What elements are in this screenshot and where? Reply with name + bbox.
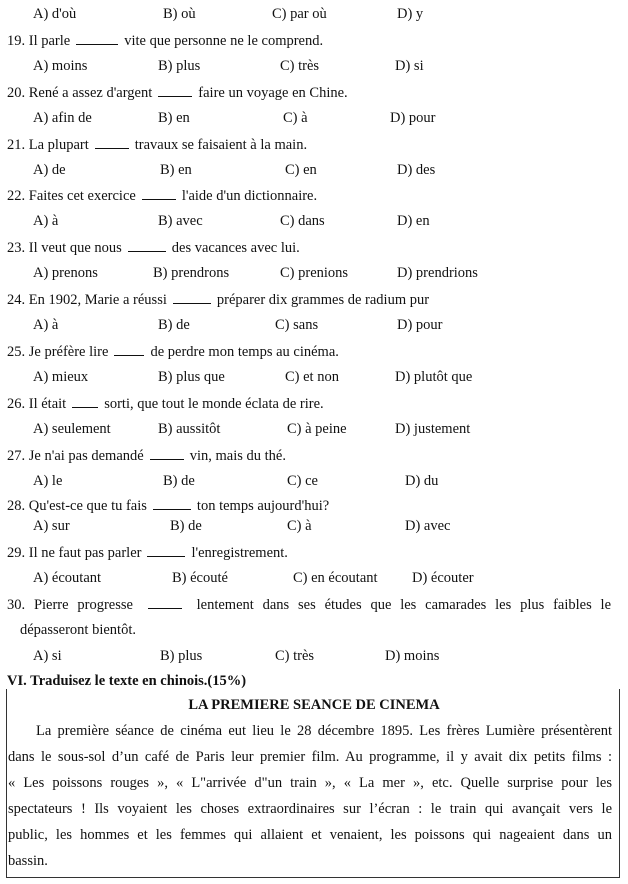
passage-title-line [0, 697, 628, 719]
option-c[interactable]: C) prenions [280, 265, 349, 281]
question-19 [0, 32, 628, 54]
option-b[interactable]: B) de [170, 518, 202, 534]
option-d[interactable]: D) écouter [412, 570, 474, 586]
option-b[interactable]: B) avec [158, 213, 203, 229]
question-text-end: des vacances avec lui. [171, 240, 300, 256]
passage-line-3 [0, 775, 628, 797]
question-text: 22. Faites cet exercice [7, 188, 136, 204]
option-d[interactable]: D) en [397, 213, 430, 229]
question-text-end: préparer dix grammes de radium pur [216, 292, 430, 308]
option-a[interactable]: A) afin de [33, 110, 92, 126]
passage-title: LA PREMIERE SEANCE DE CINEMA [188, 697, 440, 713]
option-c[interactable]: C) dans [280, 213, 325, 229]
question-30-continued [0, 622, 628, 644]
question-20-options [0, 110, 628, 132]
option-b[interactable]: B) de [163, 473, 195, 489]
question-text: 26. Il était [7, 396, 67, 412]
question-23-options [0, 265, 628, 287]
option-d[interactable]: D) y [397, 6, 424, 22]
question-text: 25. Je préfère lire [7, 344, 109, 360]
answer-blank[interactable] [153, 497, 191, 510]
question-22-options [0, 213, 628, 235]
passage-text: bassin. [8, 853, 48, 869]
question-text-end: sorti, que tout le monde éclata de rire. [104, 396, 324, 412]
option-a[interactable]: A) si [33, 648, 62, 664]
passage-line-4 [0, 801, 628, 823]
option-b[interactable]: B) en [160, 162, 192, 178]
answer-blank[interactable] [150, 447, 184, 460]
question-26 [0, 395, 628, 417]
answer-blank[interactable] [142, 187, 176, 200]
passage-text: dans le sous-sol d’un café de Paris leur premier film. Au programme, il y avait dix petits films : [8, 749, 612, 765]
question-text: 29. Il ne faut pas parler [7, 545, 142, 561]
question-20 [0, 84, 628, 106]
question-text-end: vite que personne ne le comprend. [124, 33, 324, 49]
question-25 [0, 343, 628, 365]
question-text-end: lentement dans ses études que les camarades les plus faibles le [196, 597, 612, 613]
option-a[interactable]: A) moins [33, 58, 88, 74]
answer-blank[interactable] [114, 343, 144, 356]
passage-line-6 [0, 853, 628, 875]
question-27-options [0, 473, 628, 495]
option-d[interactable]: D) justement [395, 421, 471, 437]
question-text-end: faire un voyage en Chine. [198, 85, 348, 101]
question-text: 28. Qu'est-ce que tu fais [7, 498, 147, 514]
option-b[interactable]: B) de [158, 317, 190, 333]
answer-blank[interactable] [128, 239, 166, 252]
option-c[interactable]: C) très [275, 648, 315, 664]
option-d[interactable]: D) pour [390, 110, 436, 126]
question-text-end: ton temps aujourd'hui? [196, 498, 330, 514]
passage-text: La première séance de cinéma eut lieu le 28 décembre 1895. Les frères Lumière présentèrent [36, 723, 612, 739]
option-c[interactable]: C) à peine [287, 421, 347, 437]
option-b[interactable]: B) plus [160, 648, 203, 664]
option-a[interactable]: A) écoutant [33, 570, 102, 586]
question-29 [0, 544, 628, 566]
option-d[interactable]: D) du [405, 473, 439, 489]
answer-blank[interactable] [95, 136, 129, 149]
question-text: 21. La plupart [7, 137, 89, 153]
option-b[interactable]: B) écouté [172, 570, 228, 586]
option-a[interactable]: A) à [33, 317, 59, 333]
question-text: 24. En 1902, Marie a réussi [7, 292, 167, 308]
answer-blank[interactable] [173, 291, 211, 304]
answer-blank[interactable] [147, 544, 185, 557]
question-28 [0, 497, 628, 519]
question-30 [0, 596, 628, 618]
question-24 [0, 291, 628, 313]
question-text: 30. Pierre progresse [7, 597, 133, 613]
question-30-options [0, 648, 628, 670]
question-text: 27. Je n'ai pas demandé [7, 448, 144, 464]
question-text: 23. Il veut que nous [7, 240, 122, 256]
option-c[interactable]: C) en écoutant [293, 570, 378, 586]
question-27 [0, 447, 628, 469]
option-d[interactable]: D) prendrions [397, 265, 478, 281]
question-28-options [0, 518, 628, 540]
option-a[interactable]: A) le [33, 473, 63, 489]
passage-line-2 [0, 749, 628, 771]
option-a[interactable]: A) sur [33, 518, 70, 534]
option-c[interactable]: C) par où [272, 6, 327, 22]
option-b[interactable]: B) en [158, 110, 190, 126]
question-18-options [0, 6, 628, 28]
option-d[interactable]: D) pour [397, 317, 443, 333]
option-a[interactable]: A) mieux [33, 369, 89, 385]
question-29-options [0, 570, 628, 592]
question-26-options [0, 421, 628, 443]
answer-blank[interactable] [72, 395, 98, 408]
question-19-options [0, 58, 628, 80]
question-23 [0, 239, 628, 261]
question-text-end: l'aide d'un dictionnaire. [181, 188, 318, 204]
option-a[interactable]: A) seulement [33, 421, 111, 437]
option-b[interactable]: B) où [163, 6, 196, 22]
option-a[interactable]: A) à [33, 213, 59, 229]
option-c[interactable]: C) ce [287, 473, 318, 489]
passage-line-1 [0, 723, 628, 745]
question-25-options [0, 369, 628, 391]
passage-text: public, les hommes et les femmes qui allaient et venaient, les poissons qui nageaient dans un [8, 827, 612, 843]
question-text: 20. René a assez d'argent [7, 85, 153, 101]
answer-blank[interactable] [158, 84, 192, 97]
option-c[interactable]: C) à [287, 518, 312, 534]
option-d[interactable]: D) moins [385, 648, 440, 664]
question-text-end: vin, mais du thé. [189, 448, 286, 464]
question-21 [0, 136, 628, 158]
option-c[interactable]: C) très [280, 58, 320, 74]
passage-text: spectateurs ! Ils voyaient les choses extraordinaires sur l’écran : le train qui avançait vers le [8, 801, 612, 817]
option-c[interactable]: C) à [283, 110, 308, 126]
question-text-end: l'enregistrement. [191, 545, 288, 561]
passage-line-5 [0, 827, 628, 849]
option-c[interactable]: C) sans [275, 317, 319, 333]
option-d[interactable]: D) des [397, 162, 436, 178]
question-text-line2: dépasseront bientôt. [20, 622, 136, 638]
option-b[interactable]: B) prendrons [153, 265, 230, 281]
question-21-options [0, 162, 628, 184]
question-22 [0, 187, 628, 209]
option-b[interactable]: B) plus [158, 58, 201, 74]
answer-blank[interactable] [148, 596, 182, 609]
option-b[interactable]: B) aussitôt [158, 421, 221, 437]
passage-text: « Les poissons rouges », « L"arrivée d"un train », « La mer », etc. Quelle surprise pour les [8, 775, 612, 791]
option-c[interactable]: C) en [285, 162, 317, 178]
question-24-options [0, 317, 628, 339]
option-a[interactable]: A) prenons [33, 265, 98, 281]
option-a[interactable]: A) d'où [33, 6, 77, 22]
option-c[interactable]: C) et non [285, 369, 339, 385]
question-text-end: de perdre mon temps au cinéma. [150, 344, 339, 360]
option-d[interactable]: D) avec [405, 518, 451, 534]
answer-blank[interactable] [76, 32, 118, 45]
option-a[interactable]: A) de [33, 162, 66, 178]
question-text: 19. Il parle [7, 33, 71, 49]
option-d[interactable]: D) plutôt que [395, 369, 473, 385]
option-d[interactable]: D) si [395, 58, 424, 74]
question-text-end: travaux se faisaient à la main. [134, 137, 308, 153]
section-vi-title: VI. Traduisez le texte en chinois.(15%) [7, 673, 247, 689]
option-b[interactable]: B) plus que [158, 369, 225, 385]
